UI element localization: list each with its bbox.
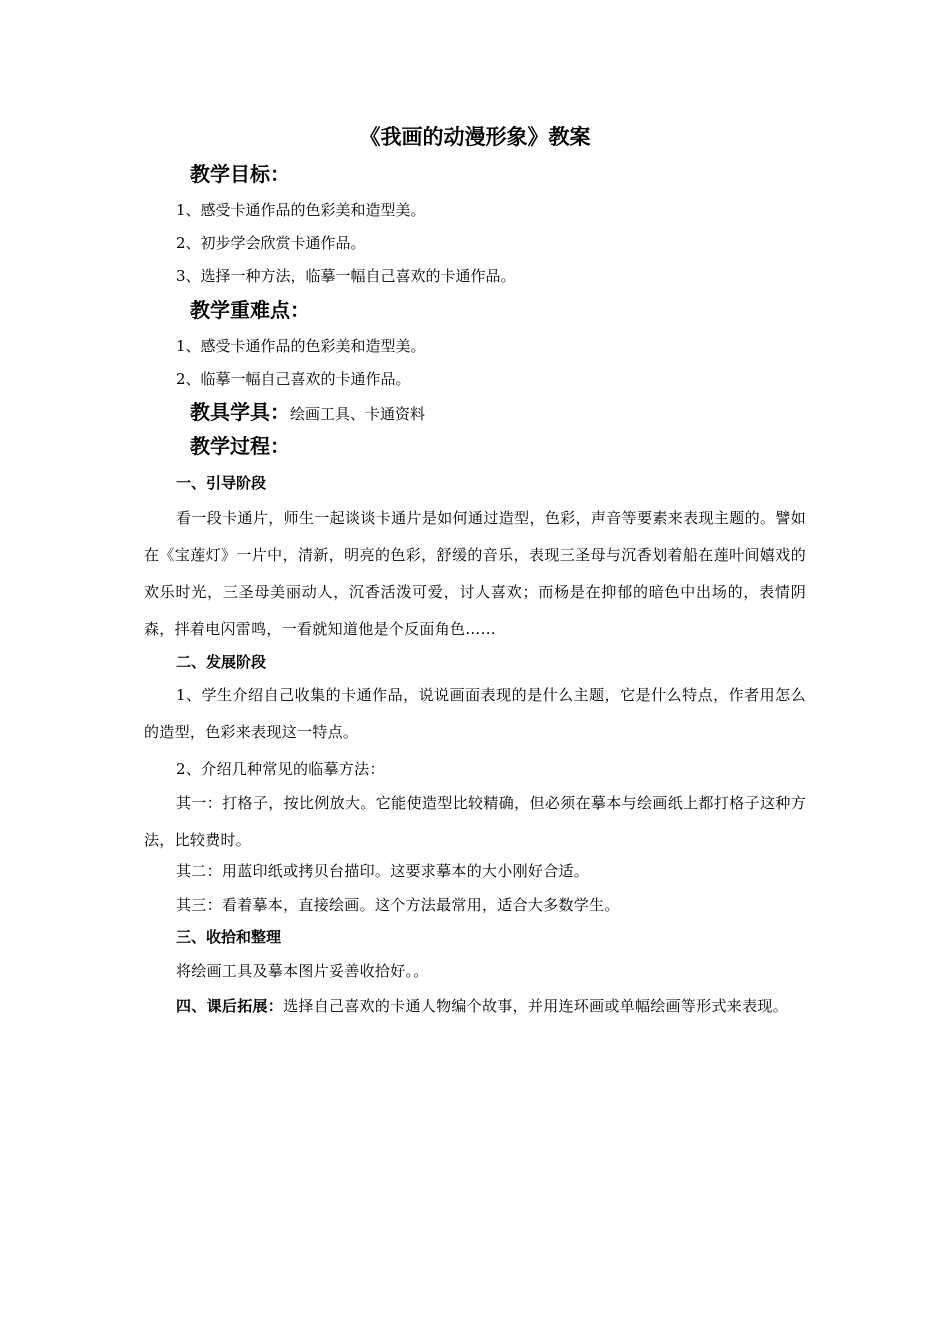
method-3: 其三：看着摹本，直接绘画。这个方法最常用，适合大多数学生。 xyxy=(176,896,620,914)
objective-item: 3、选择一种方法，临摹一幅自己喜欢的卡通作品。 xyxy=(176,267,516,285)
stage2-paragraph-1: 1、学生介绍自己收集的卡通作品，说说画面表现的是什么主题，它是什么特点，作者用怎么的造型，色彩来表现这一特点。 xyxy=(144,686,806,741)
stage4-heading: 四、课后拓展： xyxy=(176,997,284,1015)
objectives-heading: 教学目标： xyxy=(190,162,290,186)
stage3-heading: 三、收拾和整理 xyxy=(176,928,282,946)
stage2-paragraph-2: 2、介绍几种常见的临摹方法： xyxy=(176,760,385,778)
objective-item: 1、感受卡通作品的色彩美和造型美。 xyxy=(176,201,426,219)
tools-section xyxy=(190,398,425,428)
stage2-heading: 二、发展阶段 xyxy=(176,653,267,671)
key-point-item: 2、临摹一幅自己喜欢的卡通作品。 xyxy=(176,370,411,388)
stage1-heading: 一、引导阶段 xyxy=(176,474,267,492)
method-2: 其二：用蓝印纸或拷贝台描印。这要求摹本的大小刚好合适。 xyxy=(176,862,590,880)
tools-heading: 教具学具： xyxy=(190,400,290,424)
stage3-paragraph: 将绘画工具及摹本图片妥善收拾好。。 xyxy=(176,962,429,980)
stage4-text: 选择自己喜欢的卡通人物编个故事，并用连环画或单幅绘画等形式来表现。 xyxy=(283,997,789,1015)
process-heading: 教学过程： xyxy=(190,434,290,458)
stage4-paragraph xyxy=(144,988,806,1025)
stage1-paragraph: 看一段卡通片，师生一起谈谈卡通片是如何通过造型，色彩，声音等要素来表现主题的。譬如在《宝莲灯》一片中，清新，明亮的色彩，舒缓的音乐，表现三圣母与沉香划着船在莲叶间嬉戏的欢乐时光，三圣母美丽动人，沉香活泼可爱，讨人喜欢；而杨是在抑郁的暗色中出场的，表情阴森，拌着电闪雷鸣，一看就知道他是个反面角色…… xyxy=(144,509,806,638)
objective-item: 2、初步学会欣赏卡通作品。 xyxy=(176,234,366,252)
tools-text: 绘画工具、卡通资料 xyxy=(290,405,426,423)
method-1: 其一：打格子，按比例放大。它能使造型比较精确，但必须在摹本与绘画纸上都打格子这种方法，比较费时。 xyxy=(144,794,806,849)
document-title: 《我画的动漫形象》教案 xyxy=(359,124,591,149)
key-points-heading: 教学重难点： xyxy=(190,298,310,322)
key-point-item: 1、感受卡通作品的色彩美和造型美。 xyxy=(176,337,426,355)
